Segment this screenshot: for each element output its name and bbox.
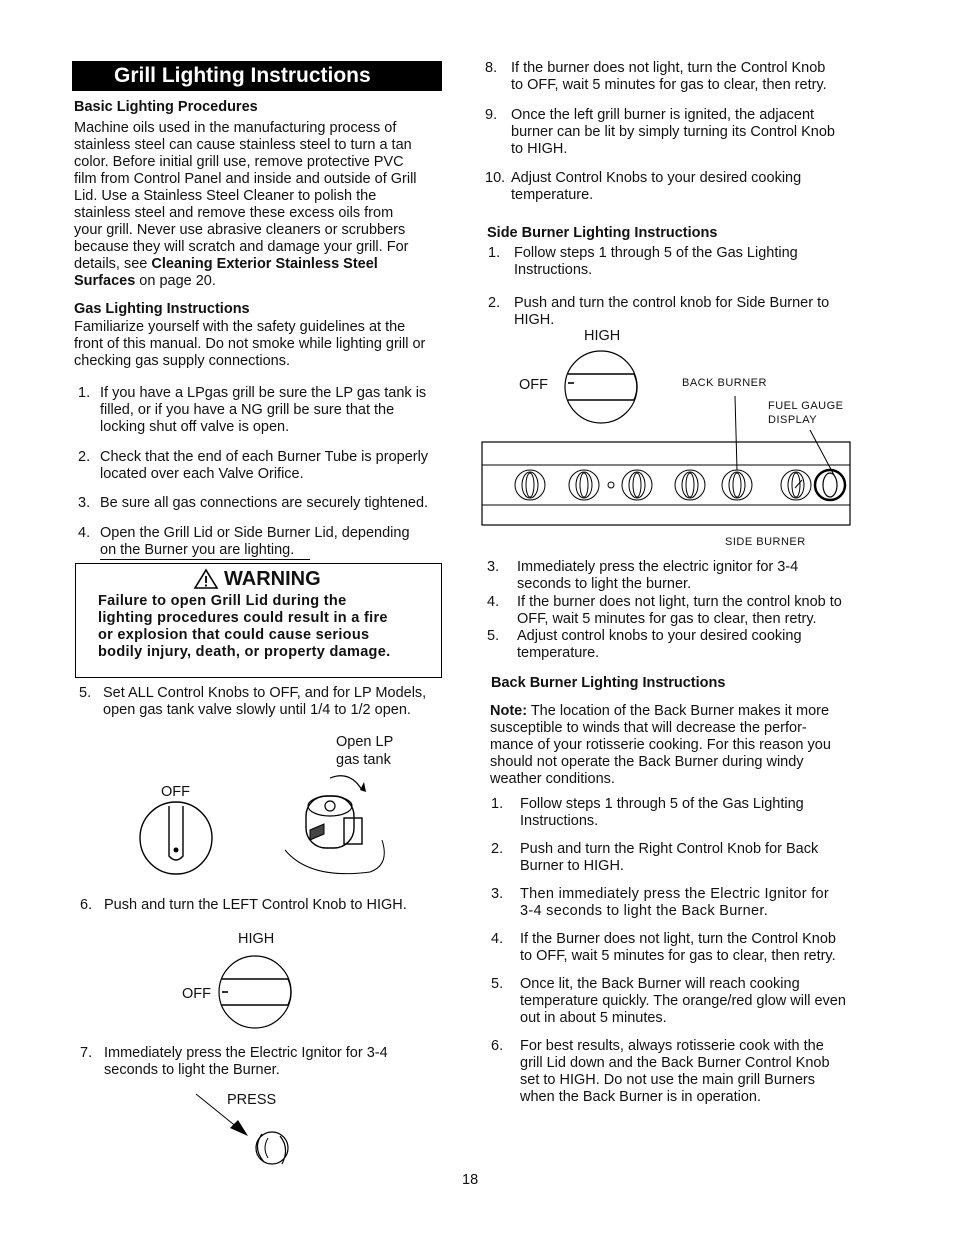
step-number: 4.: [487, 594, 500, 610]
text: details, see: [74, 256, 152, 272]
line: Adjust control knobs to your desired cooking: [517, 628, 802, 644]
line: If the burner does not light, turn the control knob to: [517, 594, 842, 610]
basic-heading: Basic Lighting Procedures: [74, 99, 258, 115]
line: lighting procedures could result in a fire: [98, 610, 388, 626]
high-label: HIGH: [238, 931, 275, 947]
note-paragraph: [490, 703, 831, 788]
line: your grill. Never use abrasive cleaners or scrubbers: [74, 222, 406, 238]
line: to HIGH.: [511, 141, 568, 157]
control-panel-diagram: [480, 390, 860, 490]
page-number: 18: [462, 1172, 479, 1188]
step-text: [517, 594, 842, 628]
step-text: [100, 525, 410, 559]
step-number: 3.: [487, 559, 500, 575]
step-number: 6.: [80, 897, 93, 913]
line: color. Before initial grill use, remove protective PVC: [74, 154, 404, 170]
line: out in about 5 minutes.: [520, 1010, 667, 1026]
step-text: [520, 796, 804, 830]
line: temperature quickly. The orange/red glow will even: [520, 993, 846, 1009]
step-text: [517, 559, 798, 593]
step-text: [517, 628, 802, 662]
line: If the burner does not light, turn the Control Knob: [511, 60, 826, 76]
step-number: 1.: [78, 385, 91, 401]
step-number: 4.: [491, 931, 504, 947]
line: seconds to light the burner.: [517, 576, 692, 592]
line: Familiarize yourself with the safety guidelines at the: [74, 319, 406, 335]
step-text: [104, 1045, 388, 1079]
gas-heading: Gas Lighting Instructions: [74, 301, 250, 317]
line: located over each Valve Orifice.: [100, 466, 304, 482]
open-lp-label: Open LP: [336, 734, 394, 750]
line: Open the Grill Lid or Side Burner Lid, depending: [100, 525, 410, 541]
step-number: 2.: [488, 295, 501, 311]
line: when the Back Burner is in operation.: [520, 1089, 761, 1105]
line: Push and turn the control knob for Side Burner to: [514, 295, 830, 311]
gas-paragraph: [74, 319, 425, 370]
text: on page 20.: [135, 273, 216, 289]
step-number: 5.: [79, 685, 92, 701]
step-number: 7.: [80, 1045, 93, 1061]
step-number: 3.: [491, 886, 504, 902]
step-text: Push and turn the LEFT Control Knob to HIGH.: [104, 897, 407, 913]
line: film from Control Panel and inside and outside of Grill: [74, 171, 417, 187]
step-number: 1.: [488, 245, 501, 261]
line: front of this manual. Do not smoke while lighting grill or: [74, 336, 426, 352]
cross-ref: Surfaces: [74, 273, 136, 289]
step-number: 9.: [485, 107, 498, 123]
press-label: PRESS: [227, 1092, 277, 1108]
step-text: [100, 495, 428, 512]
line: set to HIGH. Do not use the main grill Burners: [520, 1072, 815, 1088]
line: to OFF, wait 5 minutes for gas to clear, then retry.: [520, 948, 836, 964]
ignitor-button-icon: [190, 1090, 310, 1180]
off-label: OFF: [161, 784, 190, 800]
basic-paragraph: [74, 120, 417, 290]
line: should not operate the Back Burner during windy: [490, 754, 804, 770]
line: on the Burner you are lighting.: [100, 542, 295, 558]
line: or explosion that could cause serious: [98, 627, 370, 643]
step-text: [520, 976, 846, 1027]
line: to OFF, wait 5 minutes for gas to clear, then retry.: [511, 77, 827, 93]
line: grill Lid down and the Back Burner Control Knob: [520, 1055, 830, 1071]
line: Check that the end of each Burner Tube is properly: [100, 449, 429, 465]
step-text: [520, 1038, 830, 1106]
line: Once lit, the Back Burner will reach cooking: [520, 976, 800, 992]
line: Failure to open Grill Lid during the: [98, 593, 347, 609]
step-text: [511, 107, 835, 158]
line: Immediately press the electric ignitor for 3-4: [517, 559, 799, 575]
step-text: [100, 385, 426, 436]
step-number: 10.: [485, 170, 506, 186]
line: stainless steel can cause stainless steel to turn a tan: [74, 137, 412, 153]
line: bodily injury, death, or property damage.: [98, 644, 391, 660]
line: locking shut off valve is open.: [100, 419, 290, 435]
line: Follow steps 1 through 5 of the Gas Lighting: [514, 245, 798, 261]
line: [74, 273, 417, 290]
line: Follow steps 1 through 5 of the Gas Lighting: [520, 796, 804, 812]
off-label: OFF: [182, 986, 211, 1002]
line: 3-4 seconds to light the Back Burner.: [520, 903, 769, 919]
step-text: [514, 245, 798, 279]
step-number: 2.: [78, 449, 91, 465]
line: open gas tank valve slowly until 1/4 to 1/2 open.: [103, 702, 411, 718]
line: Set ALL Control Knobs to OFF, and for LP Models,: [103, 685, 427, 701]
line: burner can be lit by simply turning its Control Knob: [511, 124, 835, 140]
section-banner: Grill Lighting Instructions: [72, 61, 442, 91]
step-text: [511, 60, 827, 94]
step-number: 2.: [491, 841, 504, 857]
step-number: 5.: [487, 628, 500, 644]
side-burner-heading: Side Burner Lighting Instructions: [487, 225, 718, 241]
fuel-display-label: DISPLAY: [768, 414, 818, 426]
line: because they will scratch and damage your grill. For: [74, 239, 409, 255]
line: seconds to light the Burner.: [104, 1062, 280, 1078]
line: Machine oils used in the manufacturing process of: [74, 120, 397, 136]
line: Be sure all gas connections are securely tightened.: [100, 495, 429, 511]
note-label: Note:: [490, 703, 528, 719]
step-text: [520, 931, 836, 965]
step-number: 4.: [78, 525, 91, 541]
line: Push and turn the Right Control Knob for Back: [520, 841, 819, 857]
text: The location of the Back Burner makes it more: [527, 703, 830, 719]
line: stainless steel and remove these excess oils from: [74, 205, 394, 221]
step-number: 1.: [491, 796, 504, 812]
step-text: [514, 295, 829, 329]
line: For best results, always rotisserie cook with the: [520, 1038, 824, 1054]
line: Then immediately press the Electric Ignitor for: [520, 886, 830, 902]
step-text: [100, 449, 428, 483]
off-label: OFF: [519, 377, 548, 393]
line: If you have a LPgas grill be sure the LP gas tank is: [100, 385, 427, 401]
line: susceptible to winds that will decrease the perfor-: [490, 720, 807, 736]
line: checking gas supply connections.: [74, 353, 291, 369]
step-text: [103, 685, 426, 719]
knob-off-icon: [140, 800, 220, 880]
line: Adjust Control Knobs to your desired cooking: [511, 170, 802, 186]
line: temperature.: [511, 187, 594, 203]
fuel-gauge-label: FUEL GAUGE: [768, 400, 844, 412]
step-number: 6.: [491, 1038, 504, 1054]
lp-tank-valve-icon: [280, 770, 400, 870]
step-number: 5.: [491, 976, 504, 992]
line: If the Burner does not light, turn the Control Knob: [520, 931, 836, 947]
step-text: [520, 886, 829, 920]
step-number: 3.: [78, 495, 91, 511]
warning-triangle-icon: [194, 568, 220, 590]
underline-divider: [100, 559, 310, 560]
line: weather conditions.: [490, 771, 615, 787]
cross-ref: Cleaning Exterior Stainless Steel: [151, 256, 378, 272]
step-number: 8.: [485, 60, 498, 76]
line: OFF, wait 5 minutes for gas to clear, then retry.: [517, 611, 817, 627]
back-burner-heading: Back Burner Lighting Instructions: [491, 675, 726, 691]
line: [490, 703, 831, 720]
line: Immediately press the Electric Ignitor for 3-4: [104, 1045, 388, 1061]
step-text: [520, 841, 818, 875]
line: HIGH.: [514, 312, 555, 328]
warning-title: WARNING: [224, 568, 321, 590]
line: temperature.: [517, 645, 600, 661]
line: Burner to HIGH.: [520, 858, 624, 874]
gas-tank-label: gas tank: [336, 752, 391, 768]
line: Once the left grill burner is ignited, the adjacent: [511, 107, 815, 123]
side-burner-label: SIDE BURNER: [725, 536, 806, 548]
line: filled, or if you have a NG grill be sure that the: [100, 402, 395, 418]
line: Instructions.: [520, 813, 599, 829]
warning-text: [98, 593, 390, 661]
high-label: HIGH: [584, 328, 621, 344]
back-burner-label: BACK BURNER: [682, 377, 767, 389]
warning-box: [75, 563, 442, 678]
knob-high-icon: [218, 955, 298, 1035]
line: mance of your rotisserie cooking. For this reason you: [490, 737, 831, 753]
line: [74, 256, 417, 273]
line: Instructions.: [514, 262, 593, 278]
step-text: [511, 170, 801, 204]
line: Lid. Use a Stainless Steel Cleaner to polish the: [74, 188, 377, 204]
